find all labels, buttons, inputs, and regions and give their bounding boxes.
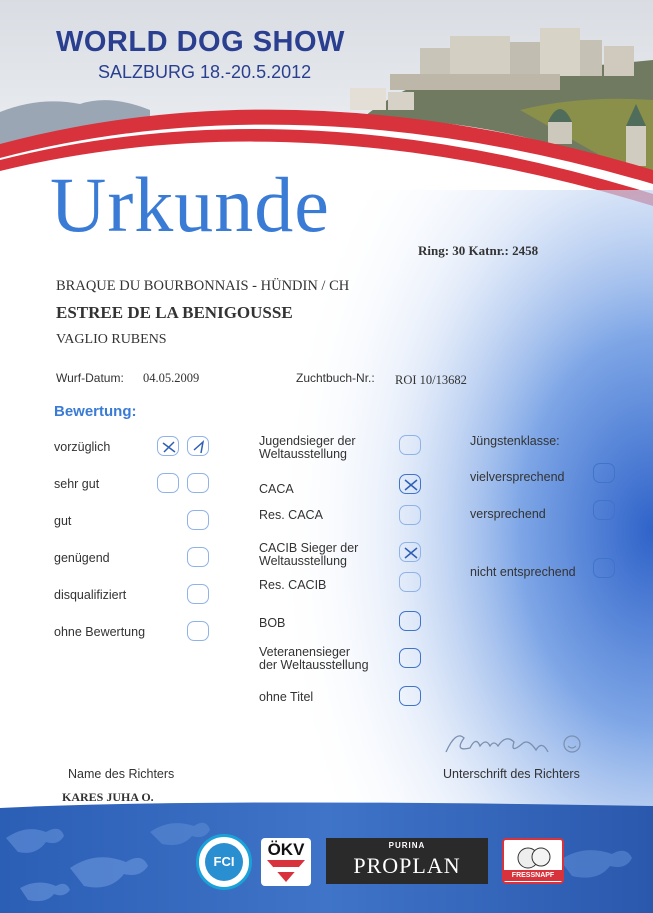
title-label: Res. CACIB (259, 578, 327, 592)
birth-date-label: Wurf-Datum: (56, 371, 124, 385)
grade-label: ohne Bewertung (54, 625, 146, 639)
judge-signature-label: Unterschrift des Richters (443, 767, 580, 781)
grade-checkbox[interactable] (187, 547, 209, 567)
title-checkbox[interactable] (399, 572, 421, 592)
grade-label: gut (54, 514, 72, 528)
youngest-checkbox[interactable] (593, 558, 615, 578)
breed-line: BRAQUE DU BOURBONNAIS - HÜNDIN / CH (56, 278, 350, 294)
title-checkbox[interactable] (399, 542, 421, 562)
grade-checkbox-a[interactable] (157, 436, 179, 456)
grade-label: sehr gut (54, 477, 100, 491)
title-label: BOB (259, 616, 286, 630)
birth-date-value: 04.05.2009 (143, 371, 200, 385)
title-label: Veteranensieger der Weltausstellung (259, 645, 369, 672)
grade-checkbox[interactable] (187, 621, 209, 641)
youngest-label: versprechend (470, 507, 546, 521)
judge-name: KARES JUHA O. (62, 790, 154, 804)
proplan-text: PROPLAN (353, 853, 461, 878)
youngest-checkbox[interactable] (593, 500, 615, 520)
ring-catalog-number: Ring: 30 Katnr.: 2458 (418, 243, 539, 258)
grade-label: genügend (54, 551, 110, 565)
judge-signature (440, 728, 590, 762)
grade-checkbox-b[interactable] (187, 473, 209, 493)
title-label: CACIB Sieger der Weltausstellung (259, 541, 359, 568)
title-checkbox[interactable] (399, 505, 421, 525)
youngest-label: nicht entsprechend (470, 565, 576, 579)
studbook-value: ROI 10/13682 (395, 373, 467, 387)
grade-checkbox[interactable] (187, 510, 209, 530)
grade-label: disqualifiziert (54, 588, 127, 602)
fci-logo (196, 834, 252, 890)
judge-name-label: Name des Richters (68, 767, 175, 781)
grade-checkbox-a[interactable] (157, 473, 179, 493)
grade-label: vorzüglich (54, 440, 111, 454)
okv-logo (261, 838, 311, 886)
title-checkbox[interactable] (399, 611, 421, 631)
title-checkbox[interactable] (399, 435, 421, 455)
title-label: ohne Titel (259, 690, 314, 704)
purina-text: PURINA (388, 841, 426, 850)
title-label: CACA (259, 482, 294, 496)
show-subtitle: SALZBURG 18.-20.5.2012 (98, 62, 312, 82)
grade-checkbox-b[interactable] (187, 436, 209, 456)
certificate-heading: Urkunde (50, 161, 330, 248)
youngest-class-heading: Jüngstenklasse: (470, 434, 560, 448)
title-checkbox[interactable] (399, 474, 421, 494)
dog-name: ESTREE DE LA BENIGOUSSE (56, 303, 293, 322)
title-checkbox[interactable] (399, 648, 421, 668)
evaluation-heading: Bewertung: (54, 403, 137, 420)
grade-checkbox[interactable] (187, 584, 209, 604)
owner-name: VAGLIO RUBENS (56, 332, 167, 347)
studbook-label: Zuchtbuch-Nr.: (296, 371, 375, 385)
youngest-checkbox[interactable] (593, 463, 615, 483)
fci-logo-text: FCI (213, 854, 235, 869)
proplan-logo (326, 838, 488, 884)
youngest-label: vielversprechend (470, 470, 565, 484)
fressnapf-logo (502, 838, 564, 884)
fressnapf-text: FRESSNAPF (504, 870, 562, 881)
show-title: WORLD DOG SHOW (56, 26, 345, 58)
okv-logo-text: ÖKV (267, 840, 305, 859)
title-checkbox[interactable] (399, 686, 421, 706)
title-label: Jugendsieger der Weltausstellung (259, 434, 356, 461)
title-label: Res. CACA (259, 508, 323, 522)
